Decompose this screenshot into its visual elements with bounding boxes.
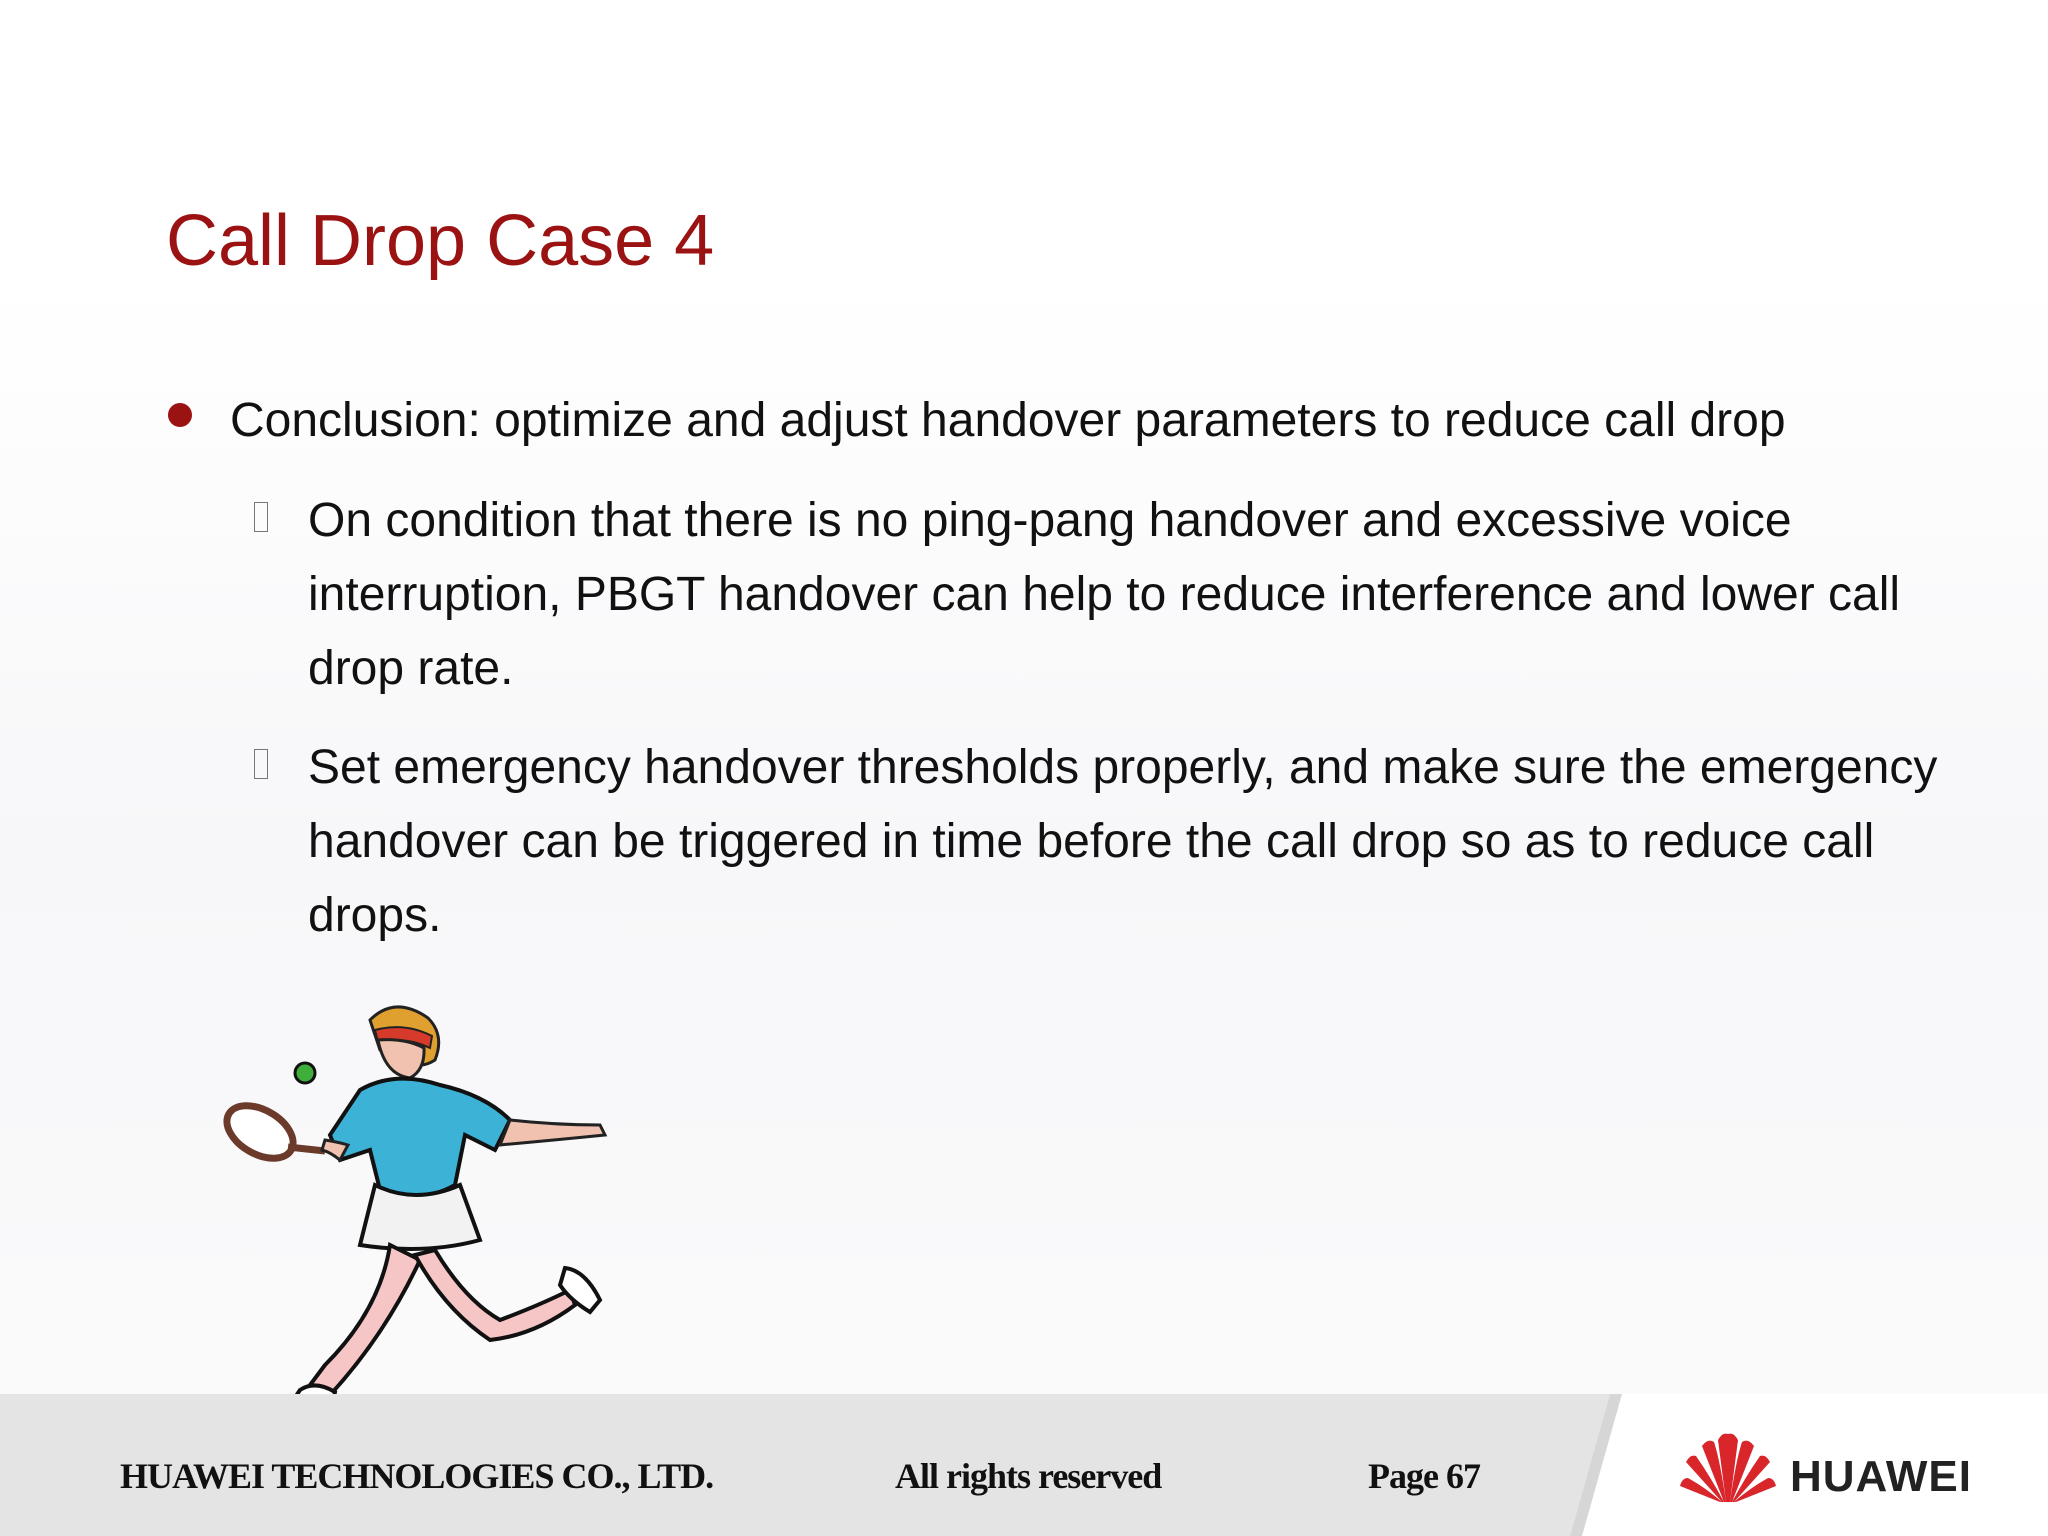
tennis-ball-icon [295,1063,315,1083]
huawei-flower-logo-icon [1678,1430,1778,1506]
racket-icon [218,1095,325,1169]
sub-bullet-marker-icon [254,502,268,532]
footer-rights: All rights reserved [895,1456,1162,1496]
sub-bullet-text: Set emergency handover thresholds properly, and make sure the emergency handover can be triggered in time before the call drop so as to reduce call drops. [308,741,1938,942]
footer-page-number: Page 67 [1368,1456,1480,1496]
bullet-text: Conclusion: optimize and adjust handover parameters to reduce call drop [230,394,1786,447]
sub-bullet-marker-icon [254,749,268,779]
bullet-dot-icon [168,403,192,427]
huawei-logo-text: HUAWEI [1790,1452,1972,1501]
sub-bullet-text: On condition that there is no ping-pang handover and excessive voice interruption, PBGT handover can help to reduce interference and lower call drop rate. [308,494,1901,695]
tennis-player-clipart [210,1000,640,1450]
slide-title: Call Drop Case 4 [166,201,715,281]
footer-company: HUAWEI TECHNOLOGIES CO., LTD. [120,1456,714,1496]
